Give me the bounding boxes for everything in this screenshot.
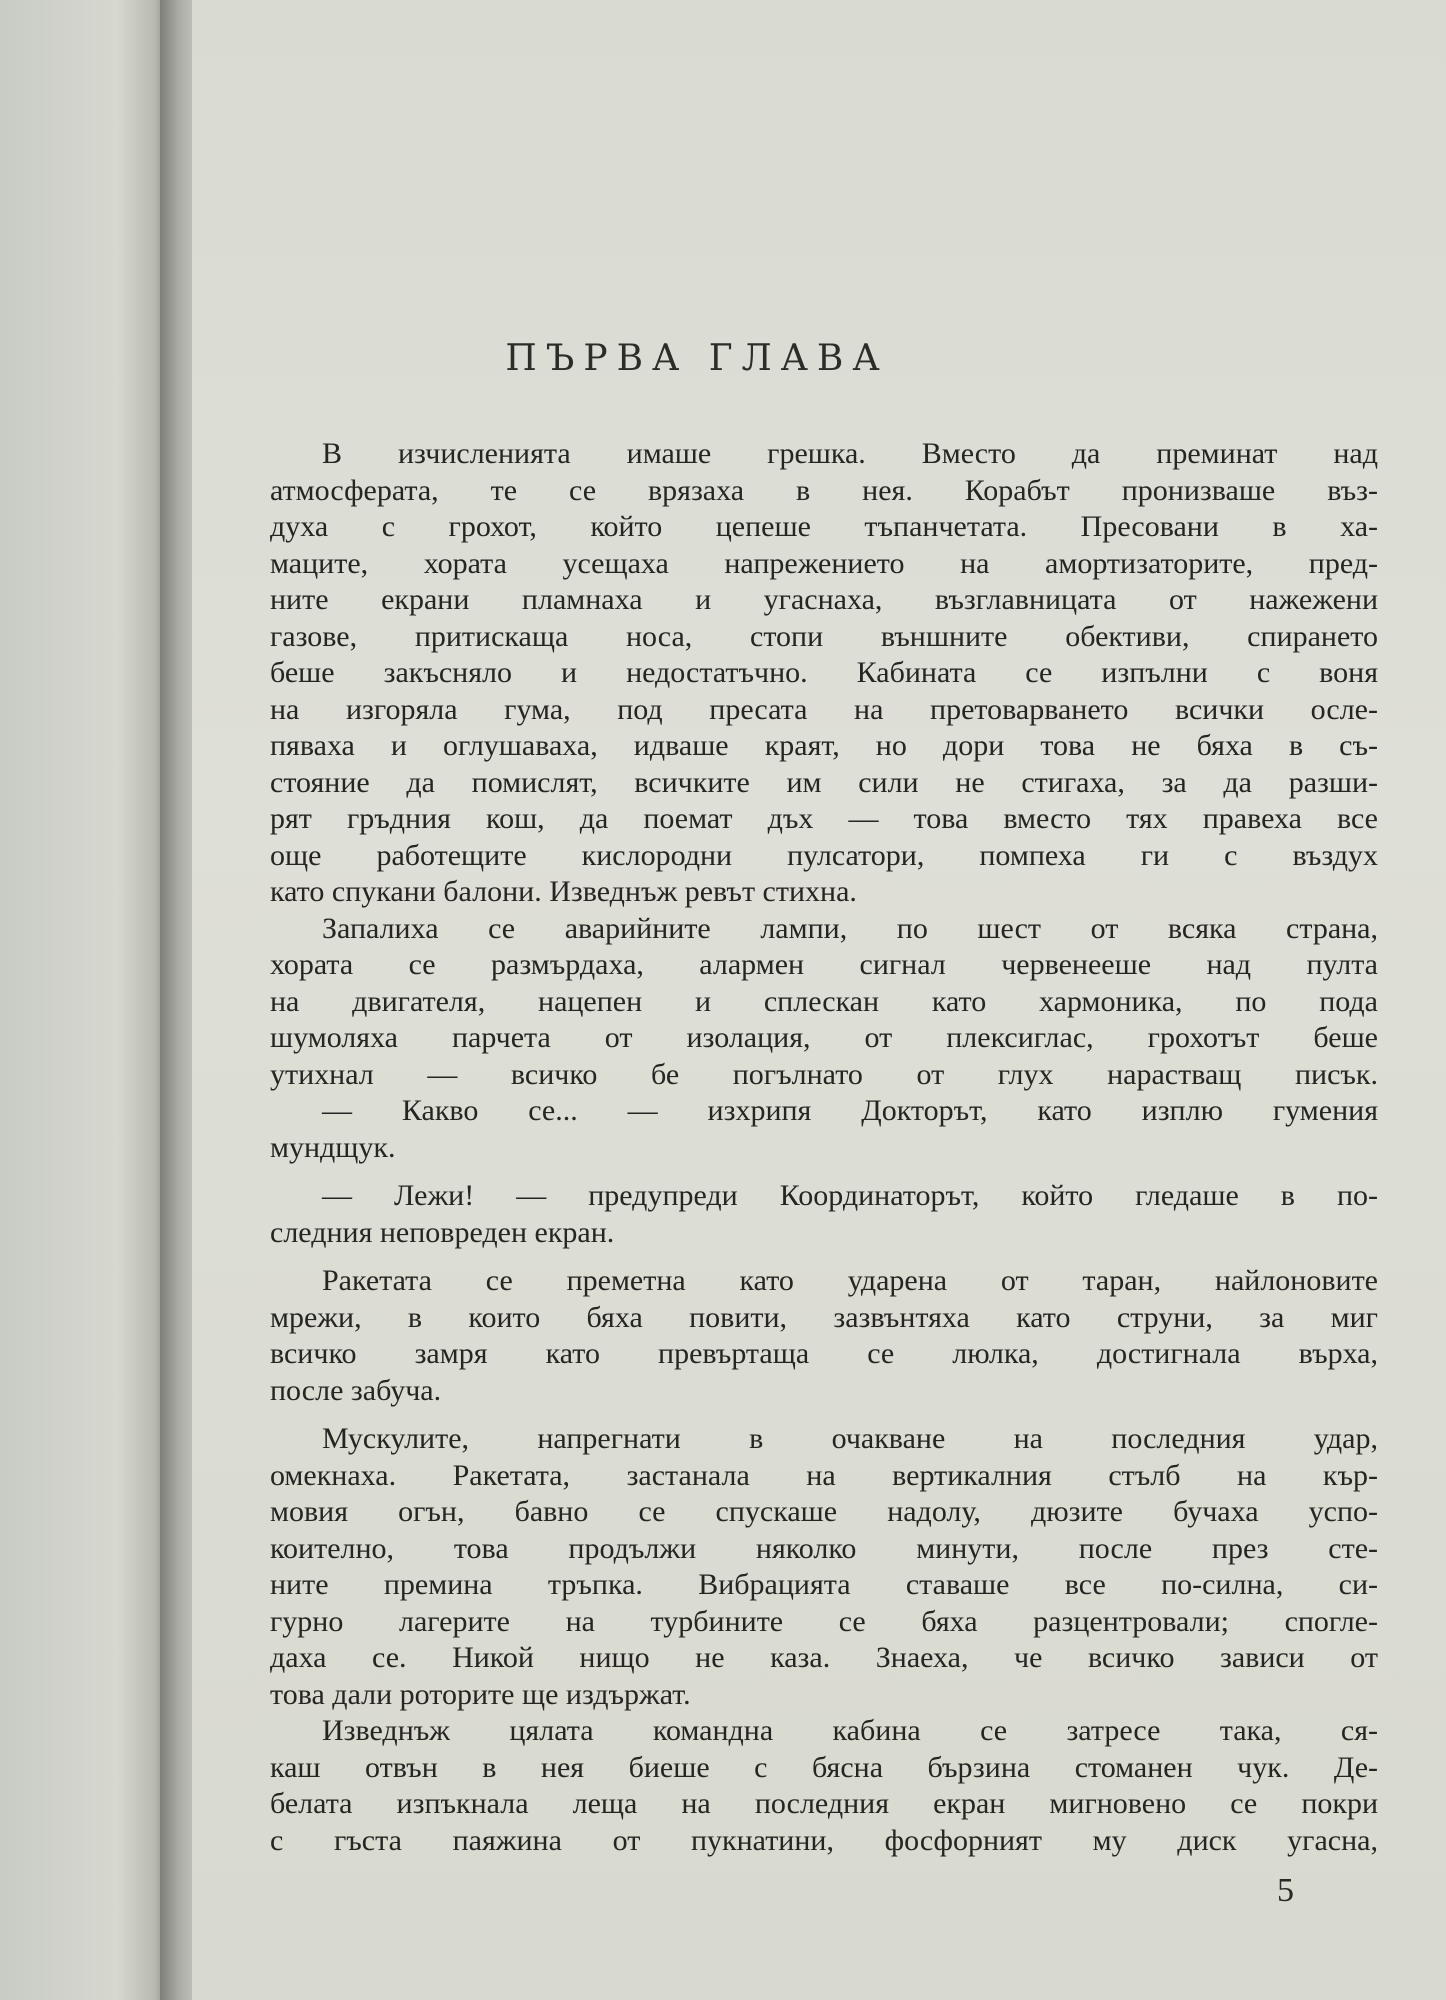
text-line: белата изпъкнала леща на последния екран мигновено се покри — [270, 1787, 1378, 1820]
text-line: омекнаха. Ракетата, застанала на вертикалния стълб на кър- — [270, 1458, 1378, 1492]
text-line: хората се размърдаха, алармен сигнал червенееше над пулта — [270, 948, 1378, 981]
body-text — [270, 436, 1378, 1859]
text-line: още работещите кислородни пулсатори, помпеха ги с въздух — [270, 838, 1378, 872]
text-line: утихнал — всичко бе погълнато от глух нарастващ писък. — [270, 1057, 1378, 1091]
text-line: това дали роторите ще издържат. — [270, 1677, 691, 1711]
paragraph-gap — [270, 1409, 1378, 1421]
text-line: даха се. Никой нищо не каза. Знаеха, че всичко зависи от — [270, 1641, 1378, 1674]
text-line: пяваха и оглушаваха, идваше краят, но дори това не бяха в съ- — [270, 729, 1378, 762]
text-line: гурно лагерите на турбините се бяха разцентровали; спогле- — [270, 1604, 1378, 1638]
text-line: — Какво се... — изхрипя Докторът, като изплю гумения — [322, 1094, 1378, 1127]
page-number: 5 — [1277, 1872, 1294, 1909]
paragraph-gap — [270, 1166, 1378, 1178]
text-line: духа с грохот, който цепеше тъпанчетата. Пресовани в ха- — [270, 510, 1378, 543]
text-line: Изведнъж цялата команднa кабина се затресе така, ся- — [322, 1714, 1378, 1747]
text-line: каш отвън в нея биеше с бясна бързина стоманен чук. Де- — [270, 1750, 1378, 1784]
text-line: беше закъсняло и недостатъчно. Кабината се изпълни с воня — [270, 656, 1378, 689]
text-line: Запалиха се аварийните лампи, по шест от всяка страна, — [322, 911, 1378, 945]
text-line: следния неповреден екран. — [270, 1215, 615, 1249]
left-page-edge — [0, 0, 168, 2000]
text-line: Ракетата се преметна като ударена от таран, найлоновите — [322, 1264, 1378, 1297]
text-line: с гъста паяжина от пукнатини, фосфорният му диск угасна, — [270, 1823, 1378, 1857]
text-line: газове, притискаща носа, стопи външните обективи, спирането — [270, 619, 1378, 653]
paragraph-gap — [270, 1251, 1378, 1263]
text-line: атмосферата, те се врязаха в нея. Корабът пронизваше въз- — [270, 473, 1378, 507]
text-line: мундщук. — [270, 1130, 396, 1164]
text-line: на изгоряла гума, под пресата на претоварването всички осле- — [270, 692, 1378, 726]
text-line: всичко замря като превъртаща се люлка, достигнала върха, — [270, 1337, 1378, 1370]
text-line: В изчисленията имаше грешка. Вместо да преминат над — [322, 437, 1378, 470]
text-line: мовия огън, бавно се спускаше надолу, дюзите бучаха успо- — [270, 1495, 1378, 1528]
text-line: Мускулите, напрегнати в очакване на последния удар, — [322, 1422, 1378, 1455]
text-line: като спукани балони. Изведнъж ревът стихна. — [270, 875, 857, 908]
text-line: мрежи, в които бяха повити, зазвънтяха като струни, за миг — [270, 1300, 1378, 1334]
text-line: после забуча. — [270, 1373, 442, 1407]
chapter-title: ПЪРВА ГЛАВА — [505, 338, 889, 379]
text-line: коително, това продължи няколко минути, после през сте- — [270, 1531, 1378, 1565]
text-line: рят гръдния кош, да поемат дъх — това вместо тях правеха все — [270, 802, 1378, 835]
text-line: ните премина тръпка. Вибрацията ставаше все по-силна, си- — [270, 1568, 1378, 1601]
text-line: ните екрани пламнаха и угаснаха, възглавницата от нажежени — [270, 583, 1378, 616]
text-line: на двигателя, нацепен и сплескан като хармоника, по пода — [270, 984, 1378, 1018]
text-line: маците, хората усещаха напрежението на амортизаторите, пред- — [270, 546, 1378, 580]
text-line: — Лежи! — предупреди Координаторът, който гледаше в по- — [322, 1179, 1378, 1212]
text-line: стояние да помислят, всичките им сили не стигаха, за да разши- — [270, 765, 1378, 799]
text-line: шумоляха парчета от изолация, от плексиглас, грохотът беше — [270, 1021, 1378, 1054]
book-page — [192, 0, 1446, 2000]
